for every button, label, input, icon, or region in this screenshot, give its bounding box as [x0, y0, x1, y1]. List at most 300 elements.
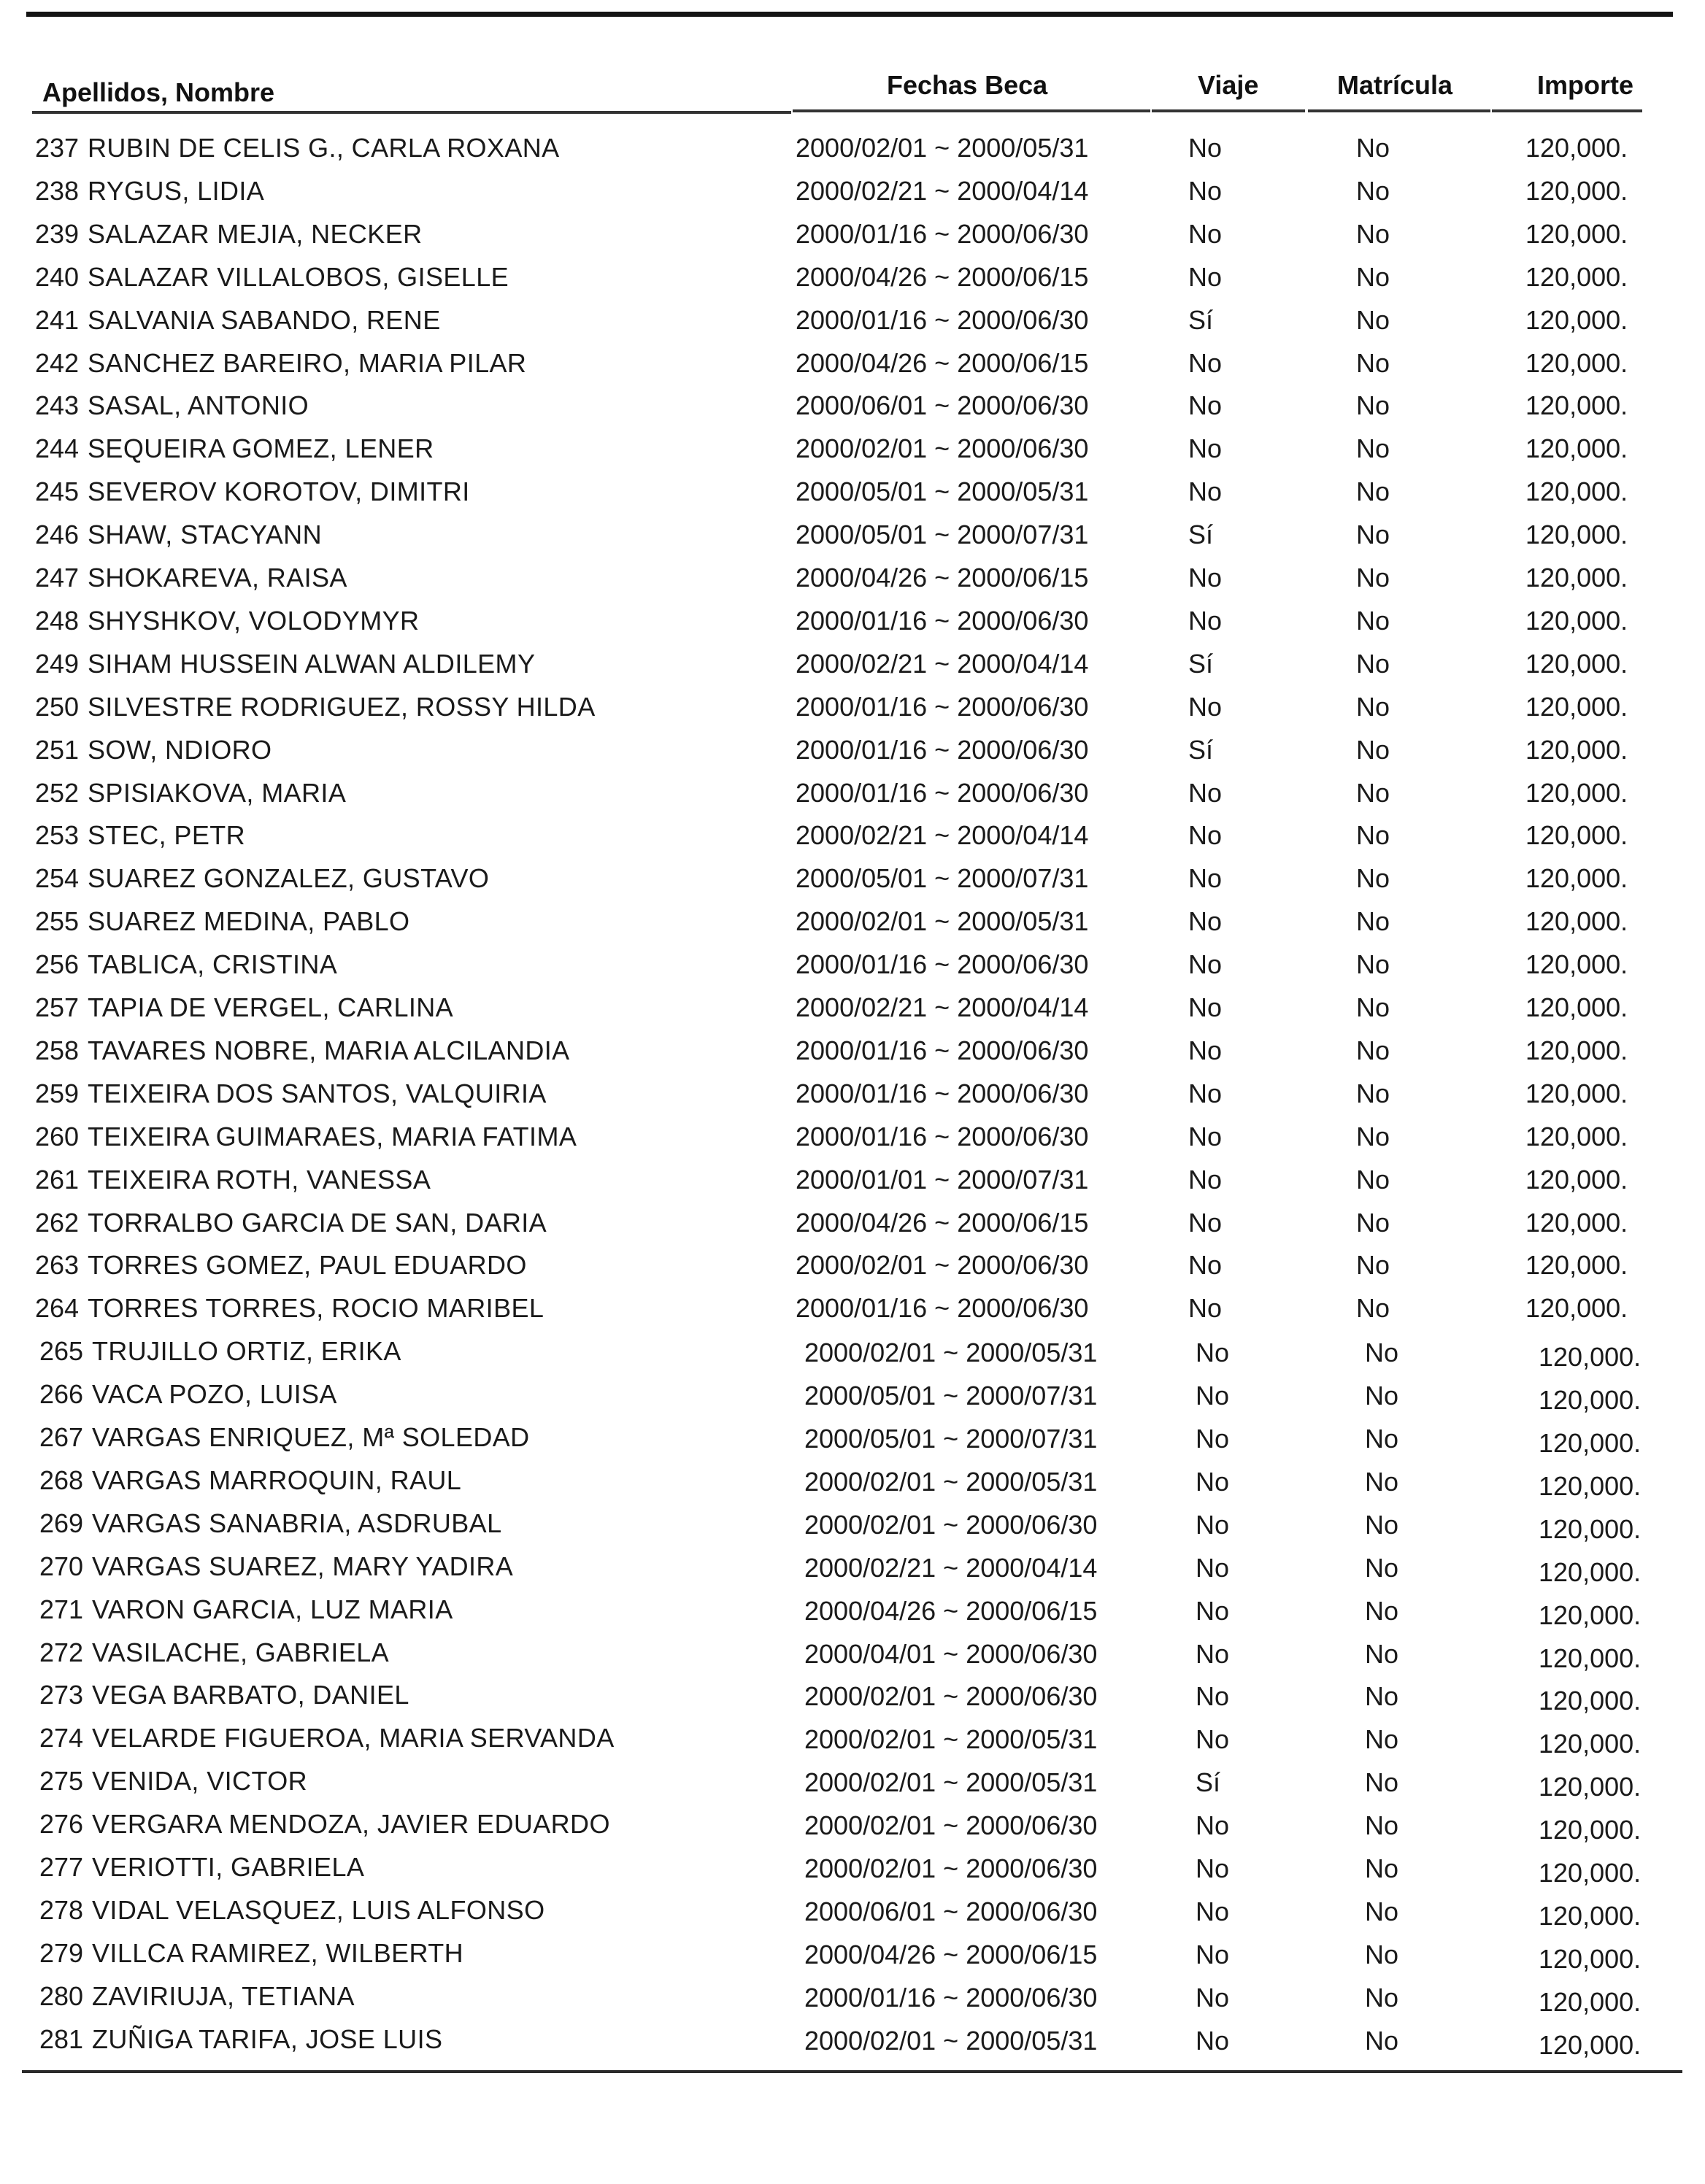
- header-underline-amount: [1492, 109, 1642, 112]
- row-travel: No: [1196, 1724, 1230, 1755]
- row-travel: No: [1196, 1381, 1230, 1411]
- row-name: TORRALBO GARCIA DE SAN, DARIA: [88, 1207, 547, 1238]
- row-travel: No: [1196, 1509, 1230, 1540]
- row-tuition: No: [1356, 906, 1390, 937]
- table-row: [0, 344, 1705, 386]
- row-number: 261: [35, 1164, 80, 1195]
- row-amount: 120,000.: [1525, 734, 1628, 765]
- table-row: [0, 558, 1705, 601]
- row-number: 239: [35, 218, 80, 249]
- row-travel: No: [1196, 1424, 1230, 1454]
- row-travel: No: [1188, 992, 1223, 1022]
- row-name: STEC, PETR: [88, 820, 246, 851]
- table-row: [0, 1547, 1705, 1589]
- row-dates: 2000/04/01 ~ 2000/06/30: [804, 1638, 1098, 1669]
- row-travel: No: [1196, 1810, 1230, 1841]
- table-row: [0, 1762, 1705, 1804]
- row-dates: 2000/02/01 ~ 2000/05/31: [804, 1466, 1098, 1497]
- row-dates: 2000/05/01 ~ 2000/07/31: [796, 520, 1089, 550]
- row-tuition: No: [1356, 691, 1390, 722]
- row-name: VIDAL VELASQUEZ, LUIS ALFONSO: [92, 1894, 545, 1925]
- row-amount: 120,000.: [1539, 1986, 1642, 2017]
- row-dates: 2000/01/16 ~ 2000/06/30: [796, 218, 1089, 249]
- row-dates: 2000/01/16 ~ 2000/06/30: [796, 304, 1089, 335]
- row-travel: No: [1196, 1338, 1230, 1368]
- row-travel: No: [1188, 1207, 1223, 1238]
- row-number: 265: [39, 1336, 84, 1367]
- table-row: [0, 816, 1705, 858]
- row-amount: 120,000.: [1525, 863, 1628, 894]
- row-amount: 120,000.: [1539, 1729, 1642, 1759]
- row-tuition: No: [1356, 218, 1390, 249]
- row-name: SILVESTRE RODRIGUEZ, ROSSY HILDA: [88, 691, 596, 722]
- row-dates: 2000/02/01 ~ 2000/05/31: [804, 2025, 1098, 2056]
- row-number: 275: [39, 1766, 84, 1797]
- row-travel: No: [1188, 1164, 1223, 1195]
- row-travel: No: [1188, 1035, 1223, 1065]
- table-row: [0, 1718, 1705, 1761]
- row-name: SPISIAKOVA, MARIA: [88, 777, 347, 808]
- row-number: 242: [35, 347, 80, 378]
- row-name: SHOKAREVA, RAISA: [88, 563, 347, 593]
- row-tuition: No: [1365, 1638, 1399, 1669]
- row-amount: 120,000.: [1525, 1078, 1628, 1108]
- row-dates: 2000/02/01 ~ 2000/05/31: [796, 906, 1089, 937]
- row-number: 241: [35, 304, 80, 335]
- row-amount: 120,000.: [1539, 1513, 1642, 1544]
- row-name: TAVARES NOBRE, MARIA ALCILANDIA: [88, 1035, 570, 1065]
- row-travel: No: [1188, 563, 1223, 593]
- table-row: [0, 687, 1705, 730]
- row-dates: 2000/01/16 ~ 2000/06/30: [796, 949, 1089, 980]
- table-row: [0, 988, 1705, 1030]
- row-number: 270: [39, 1551, 84, 1581]
- row-name: VACA POZO, LUISA: [92, 1379, 337, 1410]
- row-amount: 120,000.: [1525, 605, 1628, 636]
- header-dates: Fechas Beca: [887, 70, 1048, 100]
- row-travel: No: [1188, 261, 1223, 292]
- row-number: 263: [35, 1250, 80, 1281]
- row-number: 267: [39, 1422, 84, 1452]
- row-travel: No: [1188, 691, 1223, 722]
- row-number: 257: [35, 992, 80, 1022]
- row-travel: No: [1188, 218, 1223, 249]
- row-travel: No: [1188, 1078, 1223, 1108]
- row-travel: No: [1188, 1293, 1223, 1324]
- row-name: SALAZAR VILLALOBOS, GISELLE: [88, 261, 509, 292]
- row-number: 260: [35, 1121, 80, 1151]
- row-amount: 120,000.: [1539, 1815, 1642, 1845]
- row-amount: 120,000.: [1525, 1293, 1628, 1324]
- table-row: [0, 730, 1705, 773]
- row-name: RUBIN DE CELIS G., CARLA ROXANA: [88, 133, 560, 163]
- row-name: SASAL, ANTONIO: [88, 390, 309, 421]
- table-row: [0, 1633, 1705, 1675]
- table-row: [0, 1031, 1705, 1073]
- row-name: VASILACHE, GABRIELA: [92, 1637, 390, 1667]
- row-amount: 120,000.: [1525, 1164, 1628, 1195]
- row-tuition: No: [1365, 1982, 1399, 2013]
- row-dates: 2000/02/21 ~ 2000/04/14: [804, 1552, 1098, 1583]
- row-amount: 120,000.: [1539, 1600, 1642, 1630]
- row-tuition: No: [1356, 304, 1390, 335]
- row-amount: 120,000.: [1525, 218, 1628, 249]
- row-amount: 120,000.: [1525, 992, 1628, 1022]
- row-travel: No: [1188, 777, 1223, 808]
- row-tuition: No: [1356, 1035, 1390, 1065]
- row-amount: 120,000.: [1525, 777, 1628, 808]
- row-name: VARON GARCIA, LUZ MARIA: [92, 1594, 453, 1624]
- row-name: SIHAM HUSSEIN ALWAN ALDILEMY: [88, 648, 536, 679]
- row-dates: 2000/02/01 ~ 2000/06/30: [796, 433, 1089, 464]
- row-travel: No: [1188, 433, 1223, 464]
- row-dates: 2000/01/16 ~ 2000/06/30: [796, 734, 1089, 765]
- row-number: 259: [35, 1078, 80, 1108]
- row-amount: 120,000.: [1539, 1900, 1642, 1931]
- row-tuition: No: [1356, 820, 1390, 851]
- row-amount: 120,000.: [1525, 1207, 1628, 1238]
- row-number: 249: [35, 648, 80, 679]
- row-name: TEIXEIRA GUIMARAES, MARIA FATIMA: [88, 1121, 577, 1151]
- row-number: 253: [35, 820, 80, 851]
- row-travel: Sí: [1188, 520, 1214, 550]
- row-travel: Sí: [1188, 734, 1214, 765]
- row-tuition: No: [1356, 734, 1390, 765]
- row-tuition: No: [1365, 1681, 1399, 1712]
- table-row: [0, 902, 1705, 944]
- row-tuition: No: [1365, 1466, 1399, 1497]
- row-number: 252: [35, 777, 80, 808]
- row-number: 269: [39, 1508, 84, 1538]
- row-tuition: No: [1356, 261, 1390, 292]
- row-name: SHYSHKOV, VOLODYMYR: [88, 605, 420, 636]
- row-travel: No: [1196, 1466, 1230, 1497]
- row-name: TORRES TORRES, ROCIO MARIBEL: [88, 1293, 544, 1324]
- row-number: 274: [39, 1723, 84, 1753]
- row-travel: No: [1188, 1121, 1223, 1151]
- header-underline-name: [32, 111, 791, 114]
- row-travel: No: [1188, 906, 1223, 937]
- table-row: [0, 1418, 1705, 1460]
- row-dates: 2000/04/26 ~ 2000/06/15: [796, 563, 1089, 593]
- row-name: VARGAS ENRIQUEZ, Mª SOLEDAD: [92, 1422, 530, 1452]
- row-dates: 2000/02/21 ~ 2000/04/14: [796, 820, 1089, 851]
- table-row: [0, 859, 1705, 901]
- row-amount: 120,000.: [1539, 1643, 1642, 1673]
- header-name: Apellidos, Nombre: [42, 77, 275, 107]
- table-row: [0, 1977, 1705, 2019]
- row-amount: 120,000.: [1525, 476, 1628, 507]
- row-name: TABLICA, CRISTINA: [88, 949, 338, 980]
- row-dates: 2000/05/01 ~ 2000/05/31: [796, 476, 1089, 507]
- row-name: SANCHEZ BAREIRO, MARIA PILAR: [88, 347, 527, 378]
- row-travel: No: [1188, 605, 1223, 636]
- table-row: [0, 773, 1705, 816]
- row-travel: Sí: [1188, 648, 1214, 679]
- row-tuition: No: [1365, 1724, 1399, 1755]
- row-dates: 2000/02/01 ~ 2000/05/31: [804, 1724, 1098, 1755]
- row-number: 248: [35, 605, 80, 636]
- row-name: SOW, NDIORO: [88, 734, 272, 765]
- header-underline-tuition: [1308, 109, 1490, 112]
- table-row: [0, 1375, 1705, 1417]
- row-number: 238: [35, 175, 80, 206]
- row-number: 250: [35, 691, 80, 722]
- row-number: 246: [35, 520, 80, 550]
- row-number: 254: [35, 863, 80, 894]
- row-dates: 2000/02/21 ~ 2000/04/14: [796, 648, 1089, 679]
- row-dates: 2000/04/26 ~ 2000/06/15: [796, 1207, 1089, 1238]
- row-travel: No: [1188, 347, 1223, 378]
- row-name: SUAREZ MEDINA, PABLO: [88, 906, 410, 937]
- table-row: [0, 1461, 1705, 1503]
- row-amount: 120,000.: [1525, 433, 1628, 464]
- header-underline-travel: [1152, 109, 1305, 112]
- table-row: [0, 258, 1705, 300]
- row-travel: No: [1188, 1250, 1223, 1281]
- row-name: VARGAS SANABRIA, ASDRUBAL: [92, 1508, 502, 1538]
- row-amount: 120,000.: [1525, 691, 1628, 722]
- row-dates: 2000/01/16 ~ 2000/06/30: [796, 1078, 1089, 1108]
- row-tuition: No: [1356, 863, 1390, 894]
- header-travel: Viaje: [1198, 70, 1259, 100]
- row-amount: 120,000.: [1539, 1428, 1642, 1458]
- row-dates: 2000/01/16 ~ 2000/06/30: [796, 1035, 1089, 1065]
- row-tuition: No: [1365, 1939, 1399, 1969]
- row-dates: 2000/01/16 ~ 2000/06/30: [796, 605, 1089, 636]
- row-amount: 120,000.: [1525, 304, 1628, 335]
- row-travel: No: [1188, 820, 1223, 851]
- row-name: SALVANIA SABANDO, RENE: [88, 304, 441, 335]
- row-tuition: No: [1356, 390, 1390, 421]
- table-row: [0, 1332, 1705, 1374]
- table-row: [0, 1117, 1705, 1159]
- table-row: [0, 1203, 1705, 1246]
- row-amount: 120,000.: [1525, 563, 1628, 593]
- row-name: VARGAS SUAREZ, MARY YADIRA: [92, 1551, 514, 1581]
- row-travel: Sí: [1196, 1767, 1221, 1798]
- row-name: VELARDE FIGUEROA, MARIA SERVANDA: [92, 1723, 615, 1753]
- row-amount: 120,000.: [1525, 175, 1628, 206]
- row-dates: 2000/01/16 ~ 2000/06/30: [796, 1121, 1089, 1151]
- row-dates: 2000/02/01 ~ 2000/05/31: [796, 133, 1089, 163]
- row-amount: 120,000.: [1525, 906, 1628, 937]
- table-row: [0, 1074, 1705, 1116]
- row-dates: 2000/02/21 ~ 2000/04/14: [796, 992, 1089, 1022]
- row-name: ZAVIRIUJA, TETIANA: [92, 1980, 355, 2011]
- row-travel: No: [1188, 390, 1223, 421]
- row-amount: 120,000.: [1525, 648, 1628, 679]
- row-travel: No: [1196, 2025, 1230, 2056]
- row-tuition: No: [1356, 949, 1390, 980]
- row-number: 240: [35, 261, 80, 292]
- row-amount: 120,000.: [1525, 133, 1628, 163]
- table-row: [0, 301, 1705, 343]
- row-dates: 2000/04/26 ~ 2000/06/15: [796, 261, 1089, 292]
- row-tuition: No: [1356, 1078, 1390, 1108]
- row-dates: 2000/05/01 ~ 2000/07/31: [804, 1381, 1098, 1411]
- row-amount: 120,000.: [1539, 1772, 1642, 1802]
- row-tuition: No: [1365, 1552, 1399, 1583]
- row-number: 247: [35, 563, 80, 593]
- row-dates: 2000/05/01 ~ 2000/07/31: [804, 1424, 1098, 1454]
- row-number: 281: [39, 2023, 84, 2054]
- row-travel: No: [1196, 1896, 1230, 1926]
- row-tuition: No: [1365, 1595, 1399, 1626]
- row-tuition: No: [1356, 347, 1390, 378]
- row-amount: 120,000.: [1539, 2029, 1642, 2060]
- row-dates: 2000/05/01 ~ 2000/07/31: [796, 863, 1089, 894]
- row-name: SALAZAR MEJIA, NECKER: [88, 218, 423, 249]
- row-dates: 2000/04/26 ~ 2000/06/15: [804, 1939, 1098, 1969]
- row-amount: 120,000.: [1539, 1858, 1642, 1888]
- table-row: [0, 1934, 1705, 1976]
- table-row: [0, 171, 1705, 214]
- row-dates: 2000/01/16 ~ 2000/06/30: [796, 691, 1089, 722]
- row-amount: 120,000.: [1539, 1385, 1642, 1416]
- row-travel: No: [1196, 1982, 1230, 2013]
- row-name: SEVEROV KOROTOV, DIMITRI: [88, 476, 470, 507]
- table-row: [0, 429, 1705, 471]
- row-number: 237: [35, 133, 80, 163]
- row-amount: 120,000.: [1539, 1556, 1642, 1587]
- row-amount: 120,000.: [1525, 390, 1628, 421]
- row-tuition: No: [1365, 1424, 1399, 1454]
- row-tuition: No: [1365, 1338, 1399, 1368]
- row-tuition: No: [1356, 175, 1390, 206]
- row-travel: No: [1196, 1638, 1230, 1669]
- row-amount: 120,000.: [1525, 820, 1628, 851]
- table-row: [0, 2020, 1705, 2062]
- row-tuition: No: [1356, 563, 1390, 593]
- row-tuition: No: [1356, 476, 1390, 507]
- table-row: [0, 128, 1705, 171]
- table-row: [0, 1246, 1705, 1288]
- row-dates: 2000/01/16 ~ 2000/06/30: [796, 777, 1089, 808]
- row-name: VILLCA RAMIREZ, WILBERTH: [92, 1937, 464, 1968]
- row-tuition: No: [1365, 1810, 1399, 1841]
- row-number: 243: [35, 390, 80, 421]
- row-name: SUAREZ GONZALEZ, GUSTAVO: [88, 863, 490, 894]
- row-name: SHAW, STACYANN: [88, 520, 322, 550]
- row-name: ZUÑIGA TARIFA, JOSE LUIS: [92, 2023, 443, 2054]
- row-name: TEIXEIRA DOS SANTOS, VALQUIRIA: [88, 1078, 547, 1108]
- table-row: [0, 515, 1705, 557]
- row-tuition: No: [1356, 1250, 1390, 1281]
- row-name: TORRES GOMEZ, PAUL EDUARDO: [88, 1250, 527, 1281]
- row-travel: No: [1188, 949, 1223, 980]
- row-tuition: No: [1356, 605, 1390, 636]
- header-underline-dates: [793, 109, 1150, 112]
- row-dates: 2000/02/01 ~ 2000/06/30: [804, 1681, 1098, 1712]
- table-row: [0, 1675, 1705, 1718]
- table-row: [0, 1289, 1705, 1331]
- row-tuition: No: [1356, 133, 1390, 163]
- row-dates: 2000/01/16 ~ 2000/06/30: [796, 1293, 1089, 1324]
- row-tuition: No: [1365, 1853, 1399, 1883]
- row-travel: Sí: [1188, 304, 1214, 335]
- row-dates: 2000/02/01 ~ 2000/06/30: [796, 1250, 1089, 1281]
- row-tuition: No: [1356, 1121, 1390, 1151]
- table-row: [0, 1891, 1705, 1933]
- row-name: TAPIA DE VERGEL, CARLINA: [88, 992, 454, 1022]
- row-number: 266: [39, 1379, 84, 1410]
- table-row: [0, 215, 1705, 257]
- row-dates: 2000/04/26 ~ 2000/06/15: [804, 1595, 1098, 1626]
- row-tuition: No: [1356, 777, 1390, 808]
- table-row: [0, 1504, 1705, 1546]
- row-tuition: No: [1365, 1896, 1399, 1926]
- bottom-rule: [22, 2070, 1682, 2073]
- row-dates: 2000/02/01 ~ 2000/06/30: [804, 1853, 1098, 1883]
- row-travel: No: [1196, 1595, 1230, 1626]
- row-name: VERIOTTI, GABRIELA: [92, 1852, 365, 1882]
- row-number: 264: [35, 1293, 80, 1324]
- row-travel: No: [1196, 1939, 1230, 1969]
- row-travel: No: [1196, 1552, 1230, 1583]
- table-row: [0, 1805, 1705, 1847]
- row-travel: No: [1188, 175, 1223, 206]
- row-number: 262: [35, 1207, 80, 1238]
- table-row: [0, 472, 1705, 514]
- table-row: [0, 1160, 1705, 1203]
- row-number: 276: [39, 1809, 84, 1840]
- row-dates: 2000/02/01 ~ 2000/06/30: [804, 1509, 1098, 1540]
- table-row: [0, 1848, 1705, 1890]
- row-amount: 120,000.: [1525, 949, 1628, 980]
- row-number: 272: [39, 1637, 84, 1667]
- top-rule: [26, 12, 1673, 17]
- row-tuition: No: [1356, 433, 1390, 464]
- row-tuition: No: [1365, 2025, 1399, 2056]
- row-number: 279: [39, 1937, 84, 1968]
- row-number: 256: [35, 949, 80, 980]
- row-tuition: No: [1365, 1767, 1399, 1798]
- row-name: RYGUS, LIDIA: [88, 175, 265, 206]
- row-amount: 120,000.: [1525, 520, 1628, 550]
- row-dates: 2000/06/01 ~ 2000/06/30: [796, 390, 1089, 421]
- row-number: 245: [35, 476, 80, 507]
- row-name: SEQUEIRA GOMEZ, LENER: [88, 433, 434, 464]
- row-dates: 2000/01/01 ~ 2000/07/31: [796, 1164, 1089, 1195]
- row-dates: 2000/02/01 ~ 2000/06/30: [804, 1810, 1098, 1841]
- row-amount: 120,000.: [1525, 1035, 1628, 1065]
- row-travel: No: [1196, 1853, 1230, 1883]
- row-dates: 2000/06/01 ~ 2000/06/30: [804, 1896, 1098, 1926]
- table-row: [0, 644, 1705, 687]
- row-number: 280: [39, 1980, 84, 2011]
- row-amount: 120,000.: [1539, 1342, 1642, 1373]
- row-tuition: No: [1356, 1164, 1390, 1195]
- row-number: 268: [39, 1465, 84, 1495]
- row-name: TRUJILLO ORTIZ, ERIKA: [92, 1336, 401, 1367]
- row-name: VERGARA MENDOZA, JAVIER EDUARDO: [92, 1809, 610, 1840]
- row-number: 255: [35, 906, 80, 937]
- table-row: [0, 1590, 1705, 1632]
- row-dates: 2000/02/21 ~ 2000/04/14: [796, 175, 1089, 206]
- header-tuition: Matrícula: [1337, 70, 1453, 100]
- row-dates: 2000/01/16 ~ 2000/06/30: [804, 1982, 1098, 2013]
- row-amount: 120,000.: [1525, 1250, 1628, 1281]
- row-tuition: No: [1365, 1509, 1399, 1540]
- row-name: VEGA BARBATO, DANIEL: [92, 1680, 409, 1710]
- row-number: 258: [35, 1035, 80, 1065]
- row-amount: 120,000.: [1525, 261, 1628, 292]
- row-dates: 2000/02/01 ~ 2000/05/31: [804, 1338, 1098, 1368]
- row-tuition: No: [1356, 648, 1390, 679]
- row-number: 251: [35, 734, 80, 765]
- row-tuition: No: [1356, 1293, 1390, 1324]
